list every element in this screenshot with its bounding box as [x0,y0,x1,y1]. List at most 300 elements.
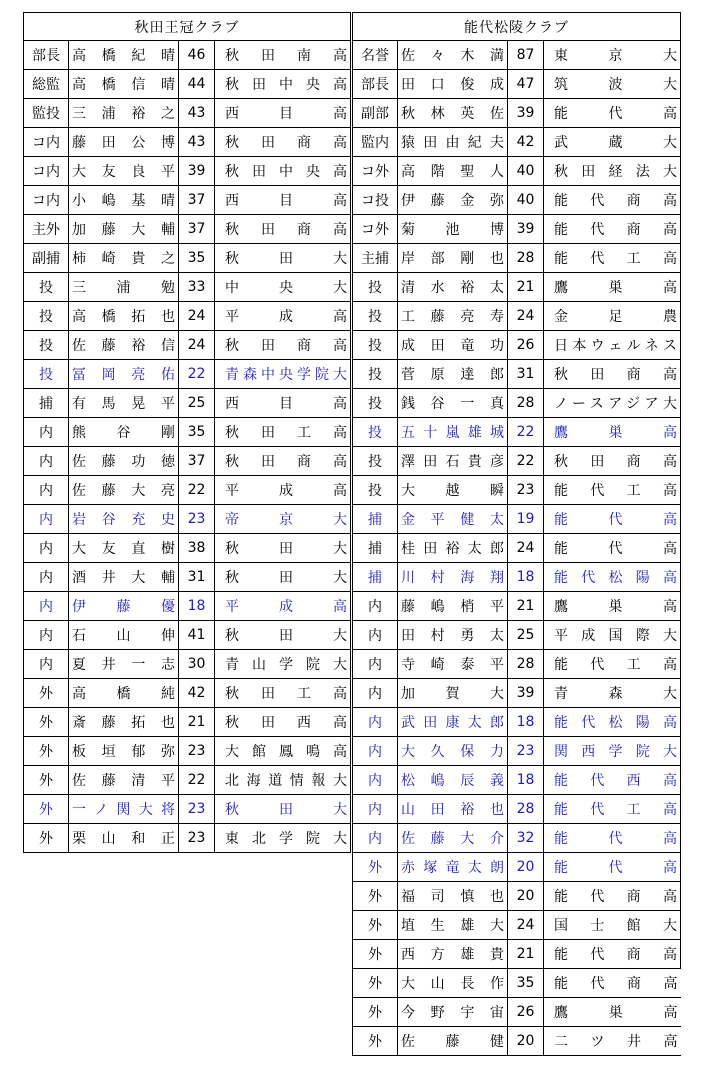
table-row [24,447,351,476]
position-cell: 監投 [24,99,69,128]
position-cell: コ外 [353,157,398,186]
school-cell: 秋田西高 [215,708,351,737]
age-cell: 23 [179,505,215,534]
player-name-cell: 佐藤裕信 [69,331,179,360]
position-cell: 監内 [353,128,398,157]
player-name-cell: 大友直樹 [69,534,179,563]
position-cell: 総監 [24,70,69,99]
school-cell: 青山学院大 [215,650,351,679]
table-row [24,244,351,273]
age-cell: 87 [508,41,544,70]
roster-body [24,41,351,853]
player-name-cell: 岸部剛也 [398,244,508,273]
table-row [24,186,351,215]
player-name-cell: 寺崎泰平 [398,650,508,679]
table-header-row [353,13,681,41]
age-cell: 37 [179,447,215,476]
player-name-cell: 佐藤健 [398,1027,508,1056]
table-row [24,418,351,447]
age-cell: 28 [508,389,544,418]
school-cell: 秋田中央高 [215,70,351,99]
position-cell: 投 [24,360,69,389]
age-cell: 38 [179,534,215,563]
player-name-cell: 藤田公博 [69,128,179,157]
position-cell: 投 [353,447,398,476]
school-cell: 関西学院大 [544,737,681,766]
age-cell: 25 [179,389,215,418]
player-name-cell: 田村勇太 [398,621,508,650]
position-cell: 主捕 [353,244,398,273]
age-cell: 24 [508,302,544,331]
position-cell: 投 [353,360,398,389]
table-row [353,128,681,157]
table-row [353,998,681,1027]
team-title: 能代松陵クラブ [353,13,681,41]
school-cell: 青森大 [544,679,681,708]
position-cell: 内 [24,534,69,563]
position-cell: 内 [24,476,69,505]
player-name-cell: 五十嵐雄城 [398,418,508,447]
table-row [353,969,681,998]
table-row [353,41,681,70]
table-row [353,70,681,99]
position-cell: 外 [353,998,398,1027]
age-cell: 26 [508,998,544,1027]
table-row [24,99,351,128]
age-cell: 23 [508,476,544,505]
position-cell: 内 [353,795,398,824]
school-cell: 能代工高 [544,244,681,273]
player-name-cell: 西方雄貴 [398,940,508,969]
age-cell: 43 [179,99,215,128]
position-cell: 内 [24,447,69,476]
position-cell: 投 [353,418,398,447]
position-cell: 副捕 [24,244,69,273]
player-name-cell: 澤田石貴彦 [398,447,508,476]
age-cell: 19 [508,505,544,534]
table-row [353,679,681,708]
school-cell: 能代商高 [544,882,681,911]
table-row [353,824,681,853]
table-row [24,476,351,505]
table-row [24,650,351,679]
age-cell: 35 [508,969,544,998]
position-cell: 捕 [353,534,398,563]
school-cell: 秋田大 [215,244,351,273]
player-name-cell: 菊池博 [398,215,508,244]
table-row [353,911,681,940]
table-row [24,505,351,534]
school-cell: 北海道情報大 [215,766,351,795]
player-name-cell: 清水裕太 [398,273,508,302]
table-row [353,505,681,534]
roster-body [353,41,681,1056]
age-cell: 39 [508,679,544,708]
school-cell: 秋田大 [215,795,351,824]
school-cell: 帝京大 [215,505,351,534]
school-cell: 秋田商高 [544,447,681,476]
age-cell: 18 [508,563,544,592]
age-cell: 18 [508,708,544,737]
position-cell: 内 [24,505,69,534]
school-cell: 秋田経法大 [544,157,681,186]
age-cell: 46 [179,41,215,70]
position-cell: 主外 [24,215,69,244]
age-cell: 39 [508,99,544,128]
school-cell: 金足農 [544,302,681,331]
table-row [24,157,351,186]
school-cell: 能代高 [544,853,681,882]
position-cell: コ内 [24,128,69,157]
school-cell: 平成高 [215,476,351,505]
table-row [353,621,681,650]
table-row [24,302,351,331]
school-cell: 大館鳳鳴高 [215,737,351,766]
age-cell: 37 [179,186,215,215]
player-name-cell: 大友良平 [69,157,179,186]
age-cell: 42 [508,128,544,157]
table-row [24,795,351,824]
table-row [24,737,351,766]
school-cell: 平成高 [215,302,351,331]
school-cell: 能代松陽高 [544,563,681,592]
position-cell: 内 [353,679,398,708]
school-cell: 鷹巣高 [544,998,681,1027]
table-row [353,418,681,447]
team-title: 秋田王冠クラブ [24,13,351,41]
age-cell: 23 [179,824,215,853]
position-cell: 投 [353,331,398,360]
table-row [353,360,681,389]
player-name-cell: 大久保力 [398,737,508,766]
school-cell: 鷹巣高 [544,592,681,621]
position-cell: 名誉 [353,41,398,70]
player-name-cell: 熊谷剛 [69,418,179,447]
roster-table-akita-okan [23,12,351,853]
roster-table-noshiro-shoryo [352,12,681,1056]
player-name-cell: 三浦裕之 [69,99,179,128]
school-cell: 能代松陽高 [544,708,681,737]
player-name-cell: 藤嶋梢平 [398,592,508,621]
age-cell: 40 [508,157,544,186]
age-cell: 41 [179,621,215,650]
player-name-cell: 三浦勉 [69,273,179,302]
school-cell: 能代工高 [544,795,681,824]
age-cell: 33 [179,273,215,302]
table-row [24,41,351,70]
table-row [24,708,351,737]
school-cell: 能代商高 [544,186,681,215]
age-cell: 20 [508,853,544,882]
age-cell: 22 [508,418,544,447]
table-row [24,215,351,244]
school-cell: 秋田南高 [215,41,351,70]
school-cell: 秋田商高 [215,331,351,360]
school-cell: 二ツ井高 [544,1027,681,1056]
school-cell: 日本ウェルネス [544,331,681,360]
school-cell: 西目高 [215,186,351,215]
table-row [24,592,351,621]
table-row [353,331,681,360]
school-cell: 秋田大 [215,621,351,650]
age-cell: 24 [179,331,215,360]
player-name-cell: 夏井一志 [69,650,179,679]
age-cell: 18 [508,766,544,795]
table-row [353,940,681,969]
age-cell: 40 [508,186,544,215]
position-cell: 投 [353,273,398,302]
school-cell: 秋田商高 [215,447,351,476]
table-row [24,331,351,360]
position-cell: 部長 [353,70,398,99]
school-cell: 秋田商高 [215,128,351,157]
age-cell: 24 [508,911,544,940]
position-cell: 内 [24,621,69,650]
position-cell: 投 [24,273,69,302]
player-name-cell: 佐藤大亮 [69,476,179,505]
school-cell: 東京大 [544,41,681,70]
player-name-cell: 佐藤大介 [398,824,508,853]
position-cell: 捕 [24,389,69,418]
position-cell: 内 [353,621,398,650]
age-cell: 24 [508,534,544,563]
table-row [353,592,681,621]
position-cell: 捕 [353,563,398,592]
position-cell: 外 [353,940,398,969]
position-cell: 内 [24,650,69,679]
table-row [24,534,351,563]
school-cell: 国士館大 [544,911,681,940]
school-cell: 能代工高 [544,650,681,679]
table-row [353,157,681,186]
player-name-cell: 銭谷一真 [398,389,508,418]
age-cell: 28 [508,795,544,824]
table-row [24,273,351,302]
school-cell: 能代高 [544,824,681,853]
school-cell: 秋田大 [215,563,351,592]
school-cell: 武蔵大 [544,128,681,157]
position-cell: 内 [24,563,69,592]
table-row [353,447,681,476]
position-cell: 外 [353,882,398,911]
school-cell: 西目高 [215,389,351,418]
table-row [353,708,681,737]
school-cell: 青森中央学院大 [215,360,351,389]
age-cell: 20 [508,1027,544,1056]
school-cell: 能代西高 [544,766,681,795]
player-name-cell: 石山伸 [69,621,179,650]
position-cell: 内 [353,824,398,853]
position-cell: コ内 [24,186,69,215]
school-cell: 秋田大 [215,534,351,563]
position-cell: 投 [353,476,398,505]
position-cell: 内 [353,592,398,621]
table-row [353,1027,681,1056]
player-name-cell: 猿田由紀夫 [398,128,508,157]
age-cell: 35 [179,418,215,447]
position-cell: 外 [24,824,69,853]
age-cell: 25 [508,621,544,650]
table-row [353,186,681,215]
table-row [353,563,681,592]
age-cell: 43 [179,128,215,157]
table-row [353,476,681,505]
position-cell: 外 [24,708,69,737]
school-cell: 平成国際大 [544,621,681,650]
player-name-cell: 川村海翔 [398,563,508,592]
school-cell: 秋田商高 [544,360,681,389]
player-name-cell: 桂田裕太郎 [398,534,508,563]
school-cell: ノースアジア大 [544,389,681,418]
position-cell: 捕 [353,505,398,534]
position-cell: 投 [353,302,398,331]
table-row [353,650,681,679]
position-cell: 外 [353,853,398,882]
player-name-cell: 一ノ関大将 [69,795,179,824]
age-cell: 21 [508,273,544,302]
age-cell: 22 [508,447,544,476]
table-row [353,99,681,128]
table-row [353,853,681,882]
school-cell: 能代高 [544,505,681,534]
age-cell: 28 [508,650,544,679]
player-name-cell: 大山長作 [398,969,508,998]
age-cell: 39 [179,157,215,186]
school-cell: 能代高 [544,99,681,128]
position-cell: 部長 [24,41,69,70]
age-cell: 22 [179,476,215,505]
position-cell: 外 [24,737,69,766]
player-name-cell: 成田竜功 [398,331,508,360]
player-name-cell: 金平健太 [398,505,508,534]
table-row [24,360,351,389]
school-cell: 秋田中央高 [215,157,351,186]
school-cell: 鷹巣高 [544,418,681,447]
player-name-cell: 田口俊成 [398,70,508,99]
player-name-cell: 松嶋辰義 [398,766,508,795]
school-cell: 能代商高 [544,940,681,969]
table-row [353,389,681,418]
age-cell: 42 [179,679,215,708]
table-header-row [24,13,351,41]
position-cell: 投 [24,302,69,331]
table-row [353,795,681,824]
table-row [24,766,351,795]
school-cell: 能代高 [544,534,681,563]
player-name-cell: 栗山和正 [69,824,179,853]
table-row [353,882,681,911]
table-row [353,302,681,331]
age-cell: 30 [179,650,215,679]
position-cell: 外 [24,766,69,795]
school-cell: 能代商高 [544,969,681,998]
age-cell: 44 [179,70,215,99]
position-cell: 外 [353,969,398,998]
player-name-cell: 小嶋基晴 [69,186,179,215]
age-cell: 23 [179,795,215,824]
table-row [353,244,681,273]
player-name-cell: 伊藤優 [69,592,179,621]
position-cell: 内 [353,708,398,737]
position-cell: 内 [353,766,398,795]
player-name-cell: 佐藤清平 [69,766,179,795]
table-row [24,389,351,418]
position-cell: 外 [24,795,69,824]
player-name-cell: 岩谷充史 [69,505,179,534]
position-cell: 副部 [353,99,398,128]
player-name-cell: 高橋拓也 [69,302,179,331]
position-cell: コ外 [353,215,398,244]
player-name-cell: 佐々木満 [398,41,508,70]
player-name-cell: 加賀大 [398,679,508,708]
table-row [24,679,351,708]
age-cell: 35 [179,244,215,273]
player-name-cell: 高橋信晴 [69,70,179,99]
age-cell: 37 [179,215,215,244]
age-cell: 22 [179,766,215,795]
player-name-cell: 有馬晃平 [69,389,179,418]
age-cell: 21 [508,592,544,621]
player-name-cell: 佐藤功徳 [69,447,179,476]
player-name-cell: 埴生雄大 [398,911,508,940]
table-row [353,766,681,795]
player-name-cell: 加藤大輔 [69,215,179,244]
player-name-cell: 赤塚竜太朗 [398,853,508,882]
player-name-cell: 工藤亮寿 [398,302,508,331]
age-cell: 28 [508,244,544,273]
player-name-cell: 高橋紀晴 [69,41,179,70]
player-name-cell: 福司慎也 [398,882,508,911]
table-row [24,128,351,157]
school-cell: 平成高 [215,592,351,621]
age-cell: 31 [179,563,215,592]
age-cell: 21 [508,940,544,969]
player-name-cell: 山田裕也 [398,795,508,824]
table-row [24,824,351,853]
player-name-cell: 今野宇宙 [398,998,508,1027]
age-cell: 21 [179,708,215,737]
player-name-cell: 冨岡亮佑 [69,360,179,389]
player-name-cell: 菅原達郎 [398,360,508,389]
age-cell: 31 [508,360,544,389]
position-cell: 内 [24,418,69,447]
position-cell: 内 [24,592,69,621]
age-cell: 18 [179,592,215,621]
position-cell: 内 [353,650,398,679]
school-cell: 秋田工高 [215,418,351,447]
table-row [24,621,351,650]
age-cell: 23 [508,737,544,766]
position-cell: 外 [353,1027,398,1056]
age-cell: 26 [508,331,544,360]
position-cell: 外 [353,911,398,940]
school-cell: 中央大 [215,273,351,302]
position-cell: コ内 [24,157,69,186]
player-name-cell: 柿崎貴之 [69,244,179,273]
age-cell: 22 [179,360,215,389]
school-cell: 能代工高 [544,476,681,505]
school-cell: 西目高 [215,99,351,128]
age-cell: 47 [508,70,544,99]
player-name-cell: 高橋純 [69,679,179,708]
age-cell: 24 [179,302,215,331]
school-cell: 東北学院大 [215,824,351,853]
school-cell: 鷹巣高 [544,273,681,302]
table-row [24,70,351,99]
player-name-cell: 伊藤金弥 [398,186,508,215]
position-cell: 投 [353,389,398,418]
school-cell: 秋田商高 [215,215,351,244]
